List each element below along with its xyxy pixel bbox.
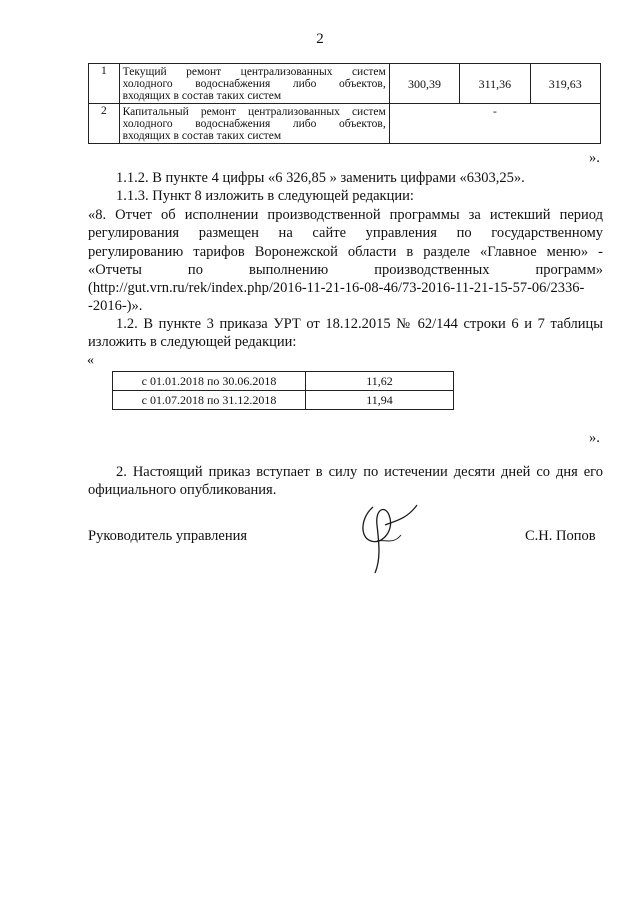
table-row (113, 391, 454, 410)
item-8-text (88, 206, 603, 316)
opening-quote: « (87, 353, 94, 368)
value-cell: 319,63 (530, 64, 600, 104)
text-line: 1.2. В пункте 3 приказа УРТ от 18.12.2015 № 62/144 строки 6 и 7 таблицы (116, 316, 603, 332)
text-line: регулирования размещен на сайте управления по государственному (88, 225, 603, 242)
text-line: регулированию тарифов Воронежской области в разделе «Главное меню» - (88, 243, 603, 260)
row-description (119, 104, 389, 144)
paragraph-1-1-2 (88, 169, 603, 187)
text-line: изложить в следующей редакции: (88, 334, 297, 351)
description-line: входящих в состав таких систем (122, 90, 282, 102)
table-row (89, 104, 601, 144)
value-cell: 300,39 (389, 64, 459, 104)
closing-quote: ». (589, 430, 600, 446)
signatory-position: Руководитель управления (88, 528, 248, 544)
page-number: 2 (316, 31, 324, 47)
signatory-name: С.Н. Попов (525, 528, 596, 544)
description-line: Капитальный ремонт централизованных систем (122, 106, 386, 118)
value-cell: 311,36 (460, 64, 530, 104)
period-cell: с 01.07.2018 по 31.12.2018 (113, 391, 306, 410)
row-description (119, 64, 389, 104)
dash-cell: - (389, 104, 600, 144)
table-row (89, 64, 601, 104)
paragraph-text: 1.1.2. В пункте 4 цифры «6 326,85 » заменить цифрами «6303,25». (116, 170, 525, 186)
description-line: холодного водоснабжения либо объектов, (122, 78, 386, 90)
paragraph-text: 1.1.3. Пункт 8 изложить в следующей редакции: (116, 188, 414, 204)
period-cell: с 01.01.2018 по 30.06.2018 (113, 372, 306, 391)
closing-quote: ». (589, 150, 600, 166)
text-line: официального опубликования. (88, 482, 277, 499)
paragraph-2 (88, 463, 603, 500)
handwritten-signature (355, 495, 425, 575)
text-line: 2. Настоящий приказ вступает в силу по истечении десяти дней со дня его (116, 464, 603, 480)
row-number: 2 (89, 104, 120, 144)
text-line: -2016-)». (88, 298, 143, 315)
description-line: входящих в состав таких систем (122, 130, 282, 142)
period-table (112, 371, 454, 410)
table-row (113, 372, 454, 391)
row-number: 1 (89, 64, 120, 104)
paragraph-1-2 (88, 315, 603, 352)
text-line: (http://gut.vrn.ru/rek/index.php/2016-11-21-16-08-46/73-2016-11-21-15-57-06/2336- (88, 280, 585, 297)
description-line: холодного водоснабжения либо объектов, (122, 118, 386, 130)
paragraph-1-1-3 (88, 187, 603, 205)
value-cell: 11,62 (306, 372, 454, 391)
description-line: Текущий ремонт централизованных систем (122, 66, 386, 78)
tariff-table (88, 63, 601, 144)
text-line: «Отчеты по выполнению производственных программ» (88, 261, 603, 278)
text-line: «8. Отчет об исполнении производственной программы за истекший период (88, 207, 603, 223)
value-cell: 11,94 (306, 391, 454, 410)
